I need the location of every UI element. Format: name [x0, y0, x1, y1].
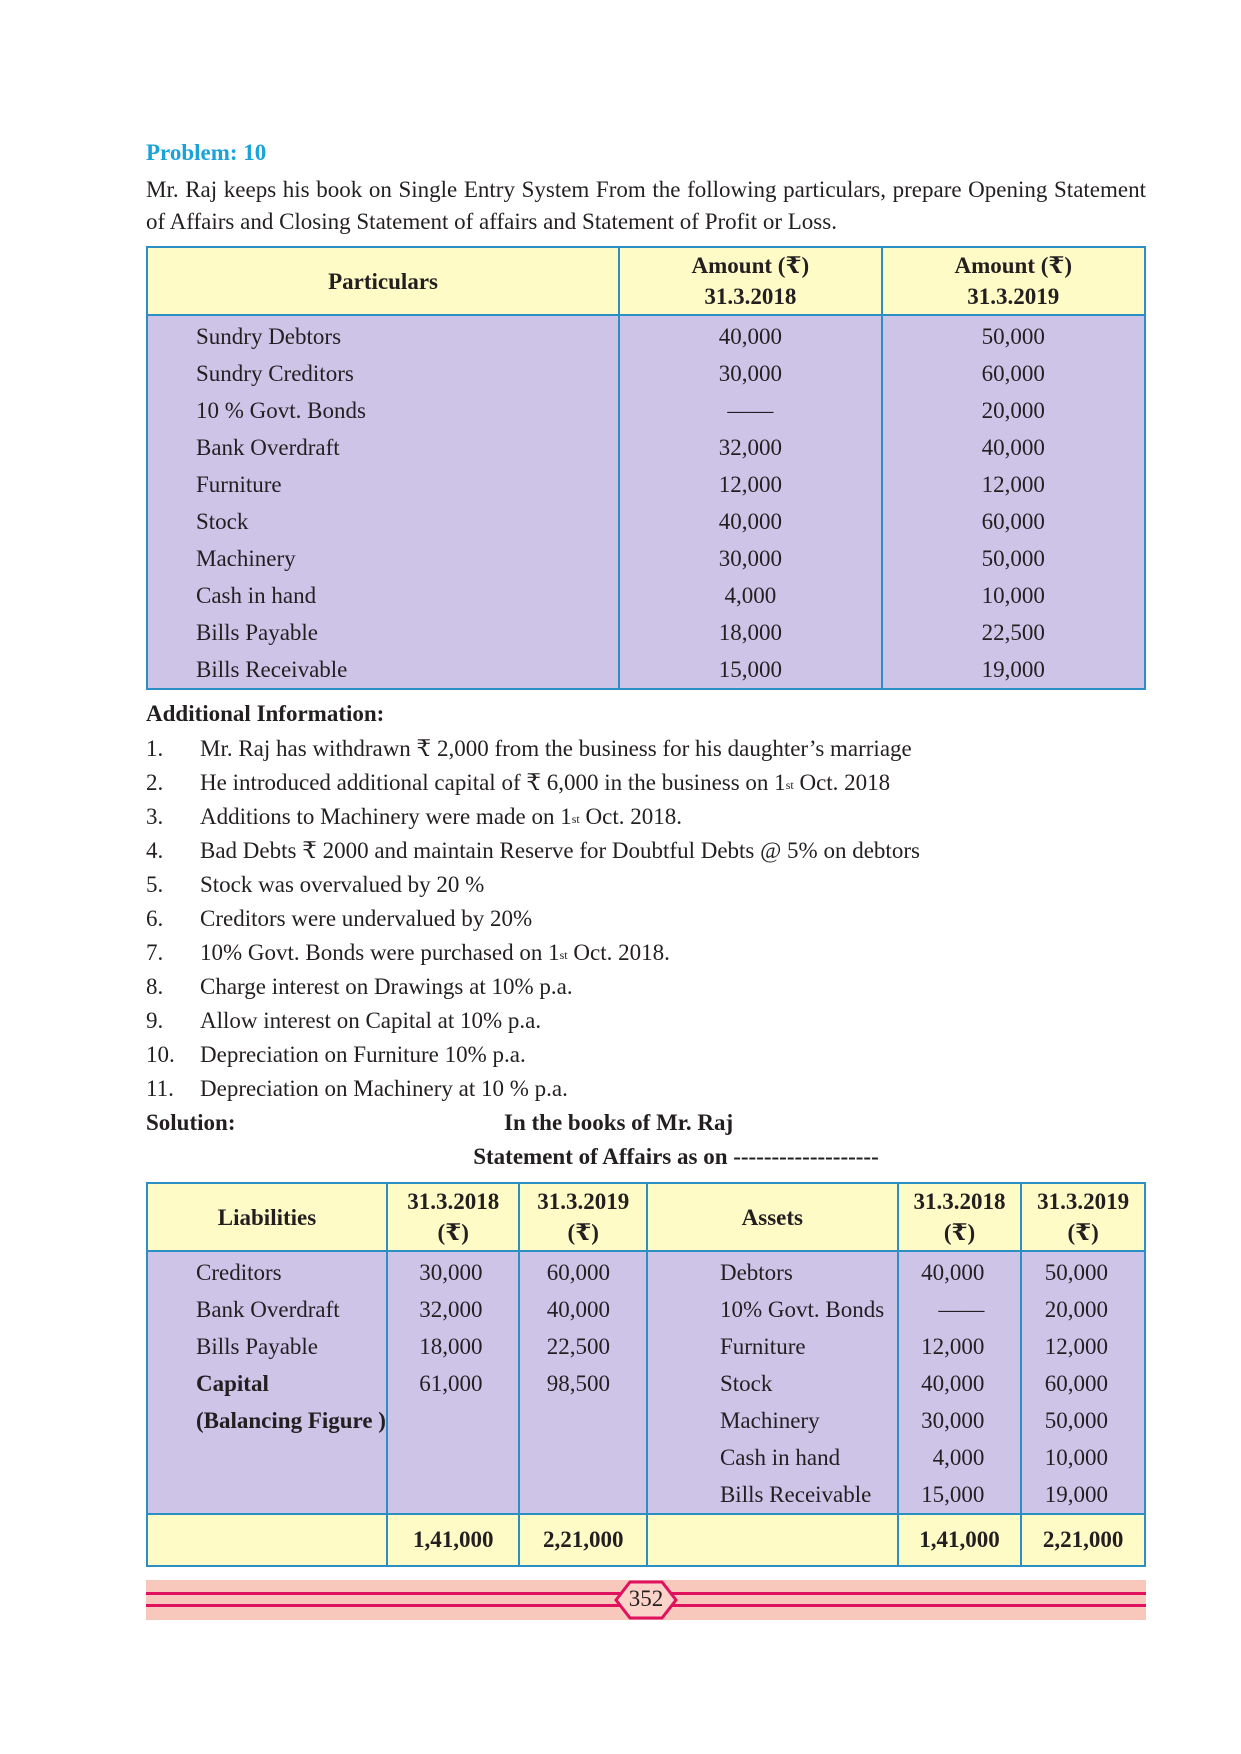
list-item	[146, 800, 1146, 834]
header-date: 31.3.2019	[537, 1189, 630, 1214]
assets-2019-cell	[1021, 1251, 1145, 1514]
list-item	[146, 936, 1146, 970]
header-asset-2019	[1021, 1183, 1145, 1251]
statement-of-affairs-table	[146, 1182, 1146, 1567]
list-item-text: Bad Debts ₹ 2000 and maintain Reserve for Doubtful Debts @ 5% on debtors	[200, 838, 920, 863]
particulars-table	[146, 246, 1146, 690]
header-amount-2018	[619, 247, 881, 315]
amount-2019: 60,000	[981, 509, 1045, 534]
amount-2018: 30,000	[718, 546, 782, 571]
header-date: 31.3.2018	[913, 1189, 1006, 1214]
particular-name: 10 % Govt. Bonds	[196, 398, 366, 423]
amount-2019: 50,000	[981, 324, 1045, 349]
particular-name: Cash in hand	[196, 583, 317, 608]
header-liabilities: Liabilities	[147, 1183, 387, 1251]
particulars-table-body	[147, 315, 1145, 689]
asset-amount-2018: 40,000	[921, 1371, 985, 1396]
asset-name: Stock	[719, 1371, 773, 1396]
amount-2018: 18,000	[718, 620, 782, 645]
amount-2018: 30,000	[718, 361, 782, 386]
list-item-number: 8.	[146, 974, 164, 999]
header-amount-2019	[882, 247, 1145, 315]
list-item	[146, 1004, 1146, 1038]
ordinal-suffix: st	[785, 778, 794, 792]
list-item-text: Stock was overvalued by 20 %	[200, 872, 485, 897]
header-unit: (₹)	[1067, 1220, 1099, 1245]
asset-name: Cash in hand	[719, 1445, 841, 1470]
asset-amount-2018: 4,000	[932, 1445, 985, 1470]
asset-name: Furniture	[719, 1334, 806, 1359]
particulars-table-header	[147, 247, 1145, 315]
liability-amount-2019: 98,500	[546, 1371, 610, 1396]
particular-name: Stock	[196, 509, 249, 534]
liabilities-2019-cell	[519, 1251, 647, 1514]
solution-heading: In the books of Mr. Raj	[504, 1110, 734, 1135]
header-particulars: Particulars	[147, 247, 619, 315]
page-number: 352	[628, 1586, 664, 1611]
header-date: 31.3.2018	[407, 1189, 500, 1214]
list-item-number: 5.	[146, 872, 164, 897]
amounts-2019-cell	[882, 315, 1145, 689]
list-item	[146, 732, 1146, 766]
page-number-badge	[614, 1580, 678, 1620]
asset-amount-2018: ——	[938, 1297, 985, 1322]
ordinal-suffix: st	[571, 812, 580, 826]
list-item-number: 3.	[146, 804, 164, 829]
assets-2018-cell	[898, 1251, 1022, 1514]
asset-amount-2018: 30,000	[921, 1408, 985, 1433]
liability-amount-2018: 30,000	[419, 1260, 483, 1285]
list-item-number: 7.	[146, 940, 164, 965]
list-item	[146, 834, 1146, 868]
header-amount-label: Amount (₹)	[954, 253, 1073, 278]
header-assets: Assets	[647, 1183, 898, 1251]
particular-name: Bills Payable	[196, 620, 319, 645]
particular-name: Machinery	[196, 546, 296, 571]
list-item-number: 1.	[146, 736, 164, 761]
amount-2019: 20,000	[981, 398, 1045, 423]
totals-blank	[147, 1514, 387, 1566]
statement-heading: Statement of Affairs as on -------------------	[473, 1144, 879, 1169]
asset-amount-2018: 40,000	[921, 1260, 985, 1285]
particular-name: Sundry Creditors	[196, 361, 354, 386]
liability-name: Bills Payable	[196, 1334, 319, 1359]
list-item-number: 4.	[146, 838, 164, 863]
liabilities-names-cell	[147, 1251, 387, 1514]
liability-amount-2019: 40,000	[546, 1297, 610, 1322]
asset-name: Bills Receivable	[719, 1482, 872, 1507]
liability-name: Capital	[196, 1371, 269, 1396]
page-footer	[146, 1580, 1146, 1620]
asset-name: Machinery	[719, 1408, 820, 1433]
asset-amount-2019: 19,000	[1044, 1482, 1108, 1507]
amount-2019: 40,000	[981, 435, 1045, 460]
affairs-table-header	[147, 1183, 1145, 1251]
list-item-text: Creditors were undervalued by 20%	[200, 906, 533, 931]
amount-2018: 32,000	[718, 435, 782, 460]
amount-2019: 10,000	[981, 583, 1045, 608]
asset-amount-2019: 50,000	[1044, 1408, 1108, 1433]
total-liab-2019: 2,21,000	[519, 1514, 647, 1566]
list-item	[146, 902, 1146, 936]
liability-amount-2018: 32,000	[419, 1297, 483, 1322]
additional-info-title: Additional Information:	[146, 701, 385, 726]
list-item-text: Allow interest on Capital at 10% p.a.	[200, 1008, 542, 1033]
header-unit: (₹)	[437, 1220, 469, 1245]
ordinal-suffix: st	[559, 948, 568, 962]
amount-2018: 12,000	[718, 472, 782, 497]
list-item-number: 9.	[146, 1008, 164, 1033]
header-liab-2019	[519, 1183, 647, 1251]
amount-2018: 15,000	[718, 657, 782, 682]
list-item-text: Charge interest on Drawings at 10% p.a.	[200, 974, 573, 999]
header-date-2019: 31.3.2019	[967, 284, 1060, 309]
list-item-text: He introduced additional capital of ₹ 6,000 in the business on 1st Oct. 2018	[200, 770, 891, 795]
total-liab-2018: 1,41,000	[387, 1514, 519, 1566]
liability-amount-2018: 18,000	[419, 1334, 483, 1359]
particular-name: Bank Overdraft	[196, 435, 340, 460]
asset-amount-2019: 12,000	[1044, 1334, 1108, 1359]
totals-row	[147, 1514, 1145, 1566]
asset-amount-2019: 50,000	[1044, 1260, 1108, 1285]
liability-name: Bank Overdraft	[196, 1297, 340, 1322]
amount-2018: ——	[727, 398, 774, 423]
asset-amount-2019: 10,000	[1044, 1445, 1108, 1470]
header-asset-2018	[898, 1183, 1022, 1251]
liability-amount-2019: 22,500	[546, 1334, 610, 1359]
header-amount-label: Amount (₹)	[691, 253, 810, 278]
problem-statement: Mr. Raj keeps his book on Single Entry System From the following particulars, prepare Opening Statement of Affairs and Closing Statement of affairs and Statement of Profit or Loss.	[146, 177, 1146, 234]
liability-amount-2018: 61,000	[419, 1371, 483, 1396]
list-item-number: 10.	[146, 1042, 175, 1067]
list-item-number: 6.	[146, 906, 164, 931]
affairs-table-body	[147, 1251, 1145, 1514]
list-item	[146, 1038, 1146, 1072]
header-liab-2018	[387, 1183, 519, 1251]
problem-title: Problem: 10	[146, 140, 267, 165]
liability-name: Creditors	[196, 1260, 282, 1285]
amount-2019: 60,000	[981, 361, 1045, 386]
liability-amount-2019: 60,000	[546, 1260, 610, 1285]
list-item-text: Additions to Machinery were made on 1st Oct. 2018.	[200, 804, 682, 829]
header-date-2018: 31.3.2018	[704, 284, 797, 309]
amount-2019: 22,500	[981, 620, 1045, 645]
page-content	[146, 138, 1146, 1567]
amount-2018: 40,000	[718, 509, 782, 534]
liability-name: (Balancing Figure )	[196, 1408, 386, 1433]
solution-line	[146, 1106, 1146, 1140]
list-item	[146, 868, 1146, 902]
amount-2019: 19,000	[981, 657, 1045, 682]
list-item-text: Depreciation on Furniture 10% p.a.	[200, 1042, 526, 1067]
asset-name: 10% Govt. Bonds	[719, 1297, 885, 1322]
particular-name: Bills Receivable	[196, 657, 348, 682]
asset-amount-2019: 20,000	[1044, 1297, 1108, 1322]
list-item-text: Depreciation on Machinery at 10 % p.a.	[200, 1076, 568, 1101]
header-date: 31.3.2019	[1037, 1189, 1130, 1214]
list-item-number: 2.	[146, 770, 164, 795]
list-item-text: Mr. Raj has withdrawn ₹ 2,000 from the business for his daughter’s marriage	[200, 736, 912, 761]
solution-label: Solution:	[146, 1110, 236, 1135]
asset-name: Debtors	[719, 1260, 793, 1285]
list-item-text: 10% Govt. Bonds were purchased on 1st Oct. 2018.	[200, 940, 670, 965]
asset-amount-2018: 15,000	[921, 1482, 985, 1507]
additional-info-list	[146, 732, 1146, 1106]
total-asset-2018: 1,41,000	[898, 1514, 1022, 1566]
list-item	[146, 766, 1146, 800]
total-asset-2019: 2,21,000	[1021, 1514, 1145, 1566]
particulars-names-cell	[147, 315, 619, 689]
particular-name: Sundry Debtors	[196, 324, 342, 349]
asset-amount-2018: 12,000	[921, 1334, 985, 1359]
amount-2018: 40,000	[718, 324, 782, 349]
assets-names-cell	[647, 1251, 898, 1514]
totals-blank	[647, 1514, 898, 1566]
amount-2019: 12,000	[981, 472, 1045, 497]
amounts-2018-cell	[619, 315, 881, 689]
header-unit: (₹)	[567, 1220, 599, 1245]
header-unit: (₹)	[943, 1220, 976, 1245]
particular-name: Furniture	[196, 472, 282, 497]
amount-2018: 4,000	[724, 583, 777, 608]
liabilities-2018-cell	[387, 1251, 519, 1514]
list-item-number: 11.	[146, 1076, 174, 1101]
list-item	[146, 1072, 1146, 1106]
amount-2019: 50,000	[981, 546, 1045, 571]
asset-amount-2019: 60,000	[1044, 1371, 1108, 1396]
list-item	[146, 970, 1146, 1004]
